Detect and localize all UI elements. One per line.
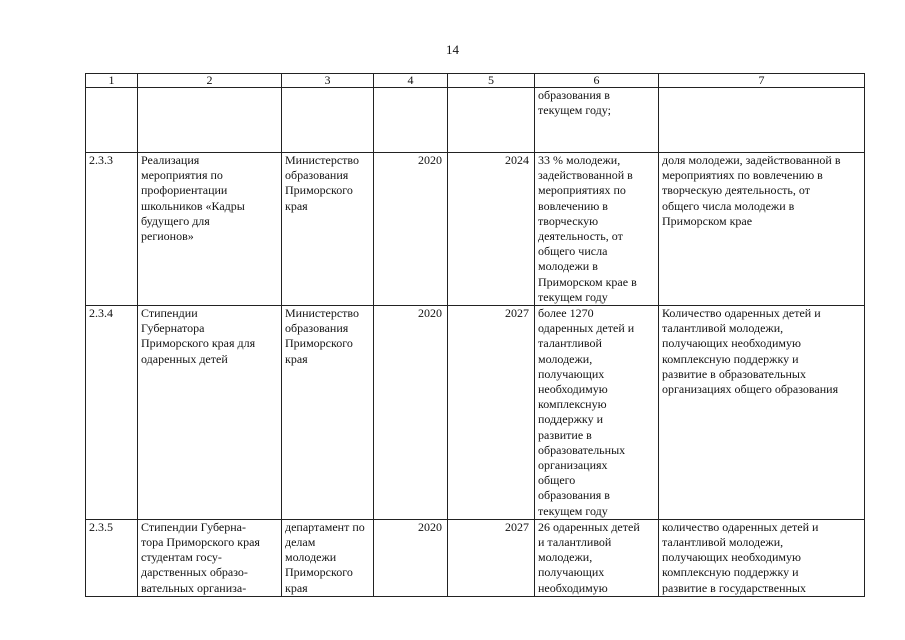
table-row [86,153,865,306]
row-start-year: 2020 [374,306,448,520]
row-name: Стипендии Губерна- тора Приморского края студентам госу- дарственных образо- вательных организа- [138,519,282,596]
program-table [85,73,865,597]
column-header: 3 [282,74,374,88]
column-number-row [86,74,865,88]
row-executor [282,88,374,153]
row-end-year: 2027 [448,519,535,596]
column-header: 6 [535,74,659,88]
row-start-year [374,88,448,153]
row-indicator: количество одаренных детей и талантливой молодежи, получающих необходимую комплексную поддержку и развитие в государственных [659,519,865,596]
column-header: 7 [659,74,865,88]
row-indicator: Количество одаренных детей и талантливой молодежи, получающих необходимую комплексную поддержку и развитие в образовательных организациях общего образования [659,306,865,520]
row-code [86,88,138,153]
row-code: 2.3.3 [86,153,138,306]
row-code: 2.3.4 [86,306,138,520]
row-start-year: 2020 [374,153,448,306]
row-result: 33 % молодежи, задействованной в мероприятиях по вовлечению в творческую деятельность, от общего числа молодежи в Приморском крае в текущем году [535,153,659,306]
column-header: 4 [374,74,448,88]
row-end-year: 2024 [448,153,535,306]
row-name [138,88,282,153]
page-number: 14 [446,42,459,57]
column-header: 2 [138,74,282,88]
row-end-year: 2027 [448,306,535,520]
row-result: образования в текущем году; [535,88,659,153]
row-result: более 1270 одаренных детей и талантливой молодежи, получающих необходимую комплексную поддержку и развитие в образовательных организациях общего образования в текущем году [535,306,659,520]
row-executor: Министерство образования Приморского края [282,306,374,520]
table-row [86,306,865,520]
row-executor: департамент по делам молодежи Приморского края [282,519,374,596]
row-end-year [448,88,535,153]
row-indicator [659,88,865,153]
row-name: Стипендии Губернатора Приморского края для одаренных детей [138,306,282,520]
column-header: 1 [86,74,138,88]
column-header: 5 [448,74,535,88]
row-start-year: 2020 [374,519,448,596]
row-result: 26 одаренных детей и талантливой молодежи, получающих необходимую [535,519,659,596]
table-row [86,88,865,153]
row-name: Реализация мероприятия по профориентации школьников «Кадры будущего для регионов» [138,153,282,306]
row-executor: Министерство образования Приморского края [282,153,374,306]
row-code: 2.3.5 [86,519,138,596]
row-indicator: доля молодежи, задействованной в мероприятиях по вовлечению в творческую деятельность, от общего числа молодежи в Приморском крае [659,153,865,306]
table-row [86,519,865,596]
